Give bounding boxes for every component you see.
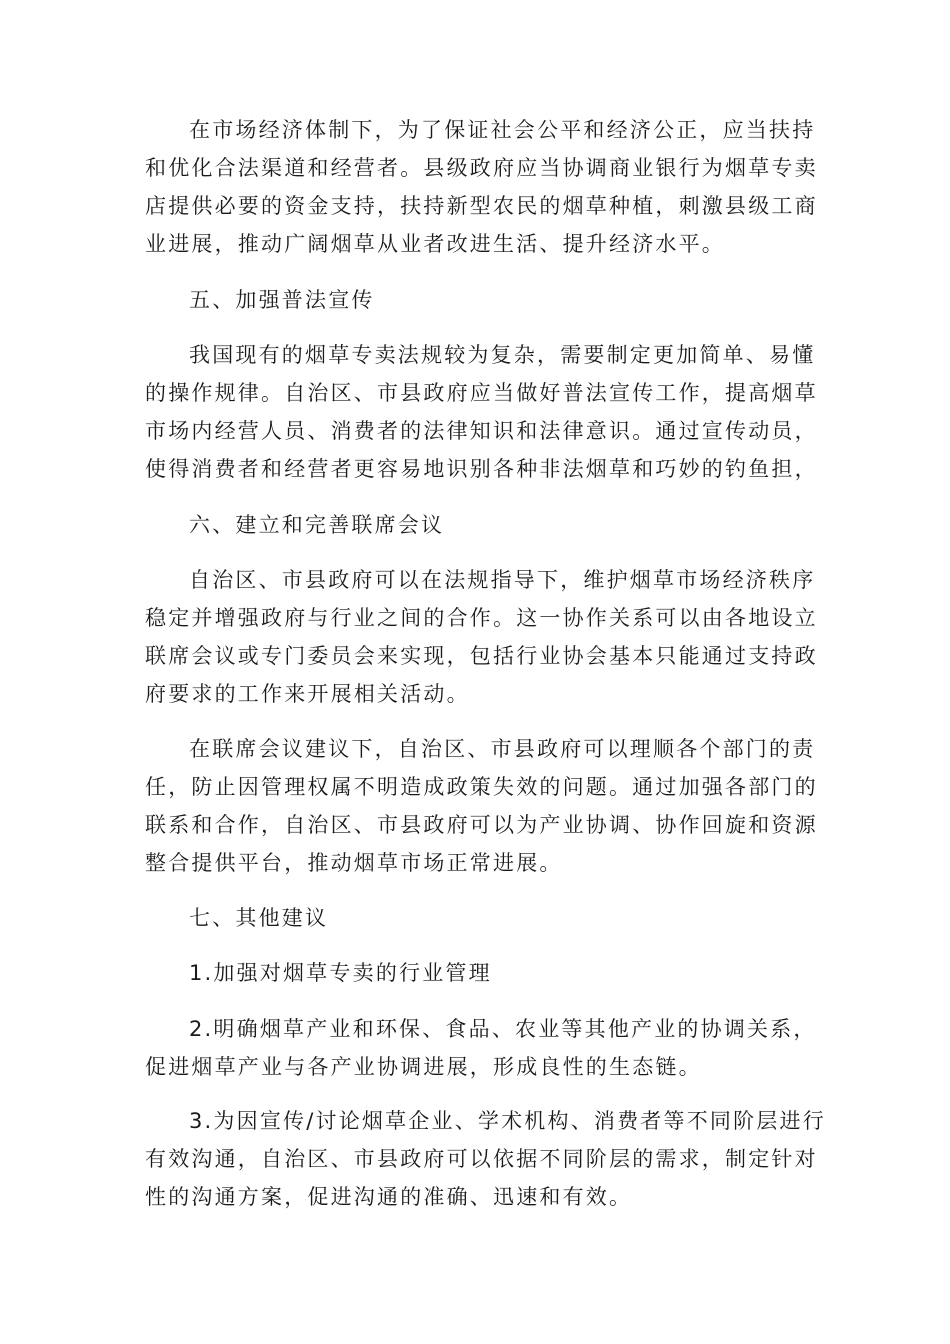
list-item-1 — [145, 954, 810, 992]
text-line: 的操作规律。自治区、市县政府应当做好普法宣传工作，提高烟草 — [145, 381, 818, 405]
text-line: 市场内经营人员、消费者的法律知识和法律意识。通过宣传动员， — [145, 419, 818, 443]
text-line: 在联席会议建议下，自治区、市县政府可以理顺各个部门的责 — [189, 737, 816, 761]
text-line: 使得消费者和经营者更容易地识别各种非法烟草和巧妙的钓鱼担， — [145, 457, 818, 481]
paragraph-department-coordination — [145, 730, 818, 882]
paragraph-legal-publicity — [145, 336, 818, 488]
paragraph-joint-meeting — [145, 561, 818, 713]
text-line: 自治区、市县政府可以在法规指导下，维护烟草市场经济秩序 — [189, 568, 816, 592]
text-line: 整合提供平台，推动烟草市场正常进展。 — [145, 851, 563, 875]
text-line: 稳定并增强政府与行业之间的合作。这一协作关系可以由各地设立 — [145, 606, 818, 630]
text-line: 我国现有的烟草专卖法规较为复杂，需要制定更加简单、易懂 — [189, 343, 816, 367]
section-heading-seven — [145, 899, 810, 937]
list-item-3 — [145, 1102, 826, 1216]
text-line: 1.加强对烟草专卖的行业管理 — [189, 961, 492, 985]
text-line: 和优化合法渠道和经营者。县级政府应当协调商业银行为烟草专卖 — [145, 156, 818, 180]
text-line: 2.明确烟草产业和环保、食品、农业等其他产业的协调关系， — [189, 1017, 817, 1041]
text-line: 府要求的工作来开展相关活动。 — [145, 682, 470, 706]
text-line: 联席会议或专门委员会来实现，包括行业协会基本只能通过支持政 — [145, 644, 818, 668]
text-line: 性的沟通方案，促进沟通的准确、迅速和有效。 — [145, 1185, 633, 1209]
text-line: 在市场经济体制下，为了保证社会公平和经济公正，应当扶持 — [189, 118, 816, 142]
text-line: 有效沟通，自治区、市县政府可以依据不同阶层的需求，制定针对 — [145, 1147, 818, 1171]
text-line: 3.为因宣传/讨论烟草企业、学术机构、消费者等不同阶层进行 — [189, 1109, 826, 1133]
text-line: 业进展，推动广阔烟草从业者改进生活、提升经济水平。 — [145, 232, 725, 256]
list-item-2 — [145, 1010, 817, 1086]
text-line: 任，防止因管理权属不明造成政策失效的问题。通过加强各部门的 — [145, 775, 818, 799]
heading-text: 七、其他建议 — [189, 906, 329, 930]
heading-text: 五、加强普法宣传 — [189, 288, 375, 312]
heading-text: 六、建立和完善联席会议 — [189, 513, 445, 537]
text-line: 促进烟草产业与各产业协调进展，形成良性的生态链。 — [145, 1055, 702, 1079]
text-line: 店提供必要的资金支持，扶持新型农民的烟草种植，刺激县级工商 — [145, 194, 818, 218]
section-heading-five — [145, 281, 810, 319]
paragraph-market-economy — [145, 111, 818, 263]
text-line: 联系和合作，自治区、市县政府可以为产业协调、协作回旋和资源 — [145, 813, 818, 837]
section-heading-six — [145, 506, 810, 544]
